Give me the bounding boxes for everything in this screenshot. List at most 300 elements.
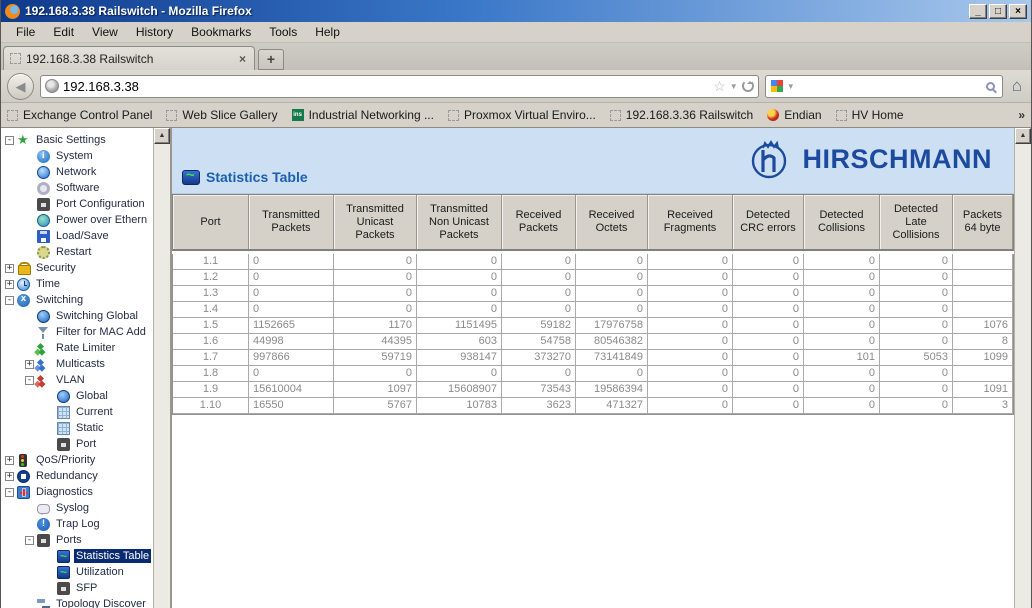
table-cell: 0	[733, 382, 804, 398]
menu-item-view[interactable]: View	[92, 25, 118, 39]
table-row[interactable]	[173, 366, 1013, 382]
sidebar-item-time[interactable]	[1, 276, 153, 292]
url-bar[interactable]	[40, 75, 759, 98]
column-header: Packets 64 byte	[953, 195, 1013, 249]
table-cell: 0	[804, 398, 880, 414]
page-title: Statistics Table	[206, 169, 308, 185]
table-cell: 73543	[502, 382, 576, 398]
info-icon	[37, 150, 50, 163]
table-cell: 73141849	[576, 350, 648, 366]
bookmarks-overflow-icon[interactable]: »	[1018, 108, 1025, 122]
table-cell: 1151495	[417, 318, 502, 334]
bookmark-endian[interactable]	[767, 108, 821, 122]
table-cell: 0	[502, 254, 576, 270]
table-cell: 44998	[249, 334, 334, 350]
sidebar-item-qos-priority[interactable]	[1, 452, 153, 468]
navigation-sidebar	[1, 128, 172, 608]
column-header: Transmitted Non Unicast Packets	[417, 195, 502, 249]
dotted-favicon-icon	[836, 110, 847, 121]
table-cell: 1152665	[249, 318, 334, 334]
sidebar-item-software[interactable]	[1, 180, 153, 196]
table-row[interactable]	[173, 286, 1013, 302]
table-cell: 0	[249, 302, 334, 318]
table-cell: 0	[733, 270, 804, 286]
table-cell: 0	[576, 302, 648, 318]
table-cell: 15608907	[417, 382, 502, 398]
table-cell: 603	[417, 334, 502, 350]
sidebar-item-topology-discover[interactable]	[1, 596, 153, 608]
table-cell: 0	[576, 254, 648, 270]
tree-expander[interactable]: -	[6, 486, 13, 497]
minimize-button[interactable]: _	[969, 4, 987, 19]
table-cell: 0	[804, 286, 880, 302]
sidebar-item-statistics-table[interactable]	[1, 548, 153, 564]
scroll-up-button[interactable]: ▲	[154, 128, 170, 144]
sidebar-item-restart[interactable]	[1, 244, 153, 260]
table-cell: 0	[733, 350, 804, 366]
table-cell: 0	[576, 270, 648, 286]
table-cell: 1091	[953, 382, 1013, 398]
table-cell: 1.10	[173, 398, 249, 414]
sidebar-item-global[interactable]	[1, 388, 153, 404]
scroll-up-button[interactable]: ▲	[1015, 128, 1031, 144]
table-cell: 0	[249, 366, 334, 382]
save-icon	[37, 230, 50, 243]
tree-item-label: Topology Discover	[56, 598, 146, 608]
table-cell: 3	[953, 398, 1013, 414]
stats-icon	[57, 550, 70, 563]
table-cell: 0	[249, 254, 334, 270]
switch-icon	[17, 294, 30, 307]
table-cell: 373270	[502, 350, 576, 366]
tab-close-icon[interactable]: ×	[238, 51, 246, 66]
table-cell: 15610004	[249, 382, 334, 398]
column-header: Detected Collisions	[804, 195, 880, 249]
vlan-icon	[37, 374, 50, 387]
table-cell: 0	[334, 270, 417, 286]
window-title: 192.168.3.38 Railswitch - Mozilla Firefox	[25, 4, 252, 18]
sidebar-item-basic-settings[interactable]	[1, 132, 153, 148]
grid-icon	[57, 422, 70, 435]
table-cell: 0	[648, 334, 733, 350]
table-cell: 5767	[334, 398, 417, 414]
site-globe-icon	[45, 79, 59, 93]
hirschmann-logo-icon	[749, 140, 789, 180]
table-cell: 0	[648, 302, 733, 318]
table-cell: 0	[804, 318, 880, 334]
tree-expander[interactable]: -	[6, 134, 13, 145]
table-cell: 0	[880, 334, 953, 350]
table-cell: 0	[648, 270, 733, 286]
sidebar-item-sfp[interactable]	[1, 580, 153, 596]
table-row[interactable]	[173, 270, 1013, 286]
column-header: Detected CRC errors	[733, 195, 804, 249]
sidebar-item-ports[interactable]	[1, 532, 153, 548]
search-icon[interactable]	[986, 82, 995, 91]
table-cell: 1099	[953, 350, 1013, 366]
table-row[interactable]	[173, 334, 1013, 350]
table-cell	[953, 286, 1013, 302]
new-tab-button[interactable]: +	[258, 49, 284, 70]
tree-item-label: VLAN	[56, 374, 85, 386]
bookmarks-toolbar	[1, 103, 1031, 128]
tree-item-label: Network	[56, 166, 97, 178]
tree-item-label: Rate Limiter	[56, 342, 116, 354]
star-icon	[17, 134, 30, 147]
sidebar-item-diagnostics[interactable]	[1, 484, 153, 500]
table-cell: 0	[804, 270, 880, 286]
grid-icon	[57, 406, 70, 419]
globe-icon	[37, 166, 50, 179]
statistics-table	[172, 194, 1014, 415]
menu-item-edit[interactable]: Edit	[53, 25, 75, 39]
table-row[interactable]	[173, 382, 1013, 398]
tree-item-label: Security	[36, 262, 76, 274]
table-cell: 1.5	[173, 318, 249, 334]
table-cell: 1.7	[173, 350, 249, 366]
table-cell: 0	[804, 302, 880, 318]
rate-icon	[37, 342, 50, 355]
multicast-icon	[37, 358, 50, 371]
bookmark-exchange-control-panel[interactable]	[7, 108, 152, 122]
dotted-favicon-icon	[448, 110, 459, 121]
sidebar-item-load-save[interactable]	[1, 228, 153, 244]
table-cell: 0	[502, 270, 576, 286]
table-cell: 0	[334, 254, 417, 270]
table-cell: 19586394	[576, 382, 648, 398]
table-cell: 1170	[334, 318, 417, 334]
table-cell: 0	[648, 350, 733, 366]
sidebar-item-current[interactable]	[1, 404, 153, 420]
table-cell: 0	[417, 270, 502, 286]
bookmark-label: Industrial Networking ...	[308, 108, 434, 122]
tree-item-label: Software	[56, 182, 100, 194]
tree-item-label: Global	[76, 390, 108, 402]
table-cell	[953, 254, 1013, 270]
table-cell: 0	[733, 302, 804, 318]
filter-icon	[37, 326, 50, 339]
table-cell	[953, 366, 1013, 382]
tab-active[interactable]	[3, 46, 255, 70]
search-input[interactable]	[799, 79, 982, 93]
tab-bar	[1, 43, 1031, 70]
table-cell: 0	[880, 382, 953, 398]
table-cell: 17976758	[576, 318, 648, 334]
table-cell	[953, 302, 1013, 318]
search-bar[interactable]	[765, 75, 1003, 98]
tree-item-label: Trap Log	[56, 518, 100, 530]
menu-item-tools[interactable]: Tools	[269, 25, 298, 39]
bookmark-proxmox-virtual-enviro[interactable]	[448, 108, 596, 122]
table-cell: 0	[334, 302, 417, 318]
navigation-tree	[1, 128, 153, 608]
sidebar-item-port[interactable]	[1, 436, 153, 452]
table-cell: 1.9	[173, 382, 249, 398]
table-cell: 0	[648, 398, 733, 414]
home-button[interactable]: ⌂	[1011, 76, 1022, 95]
tree-item-label: Ports	[56, 534, 82, 546]
close-button[interactable]: ×	[1009, 4, 1027, 19]
table-cell: 1097	[334, 382, 417, 398]
table-row[interactable]	[173, 318, 1013, 334]
table-body	[172, 254, 1014, 415]
table-cell: 1076	[953, 318, 1013, 334]
sidebar-item-utilization[interactable]	[1, 564, 153, 580]
dotted-favicon-icon	[610, 110, 621, 121]
tree-item-label: System	[56, 150, 93, 162]
search-engine-dropdown-icon[interactable]: ▼	[786, 81, 795, 91]
column-header: Received Octets	[576, 195, 648, 249]
diag-icon	[17, 486, 30, 499]
tree-item-label: Port	[76, 438, 97, 450]
bookmark-web-slice-gallery[interactable]	[166, 108, 277, 122]
table-cell: 0	[249, 286, 334, 302]
clock-icon	[17, 278, 30, 291]
column-header: Transmitted Unicast Packets	[334, 195, 417, 249]
tree-item-label: Redundancy	[36, 470, 98, 482]
table-cell: 0	[880, 366, 953, 382]
menu-item-file[interactable]: File	[16, 25, 36, 39]
dotted-favicon-icon	[166, 110, 177, 121]
table-cell: 0	[417, 254, 502, 270]
table-row[interactable]	[173, 302, 1013, 318]
table-cell: 59719	[334, 350, 417, 366]
table-cell: 0	[804, 254, 880, 270]
tree-item-label: QoS/Priority	[36, 454, 96, 466]
sidebar-item-port-configuration[interactable]	[1, 196, 153, 212]
table-cell: 0	[804, 366, 880, 382]
tree-item-label: Switching Global	[56, 310, 138, 322]
table-row[interactable]	[173, 350, 1013, 366]
sidebar-item-system[interactable]	[1, 148, 153, 164]
bookmark-industrial-networking[interactable]	[292, 108, 434, 122]
table-cell: 1.6	[173, 334, 249, 350]
tree-item-label: Time	[36, 278, 61, 290]
tree-item-label: Diagnostics	[36, 486, 93, 498]
url-dropdown-icon[interactable]: ▼	[729, 81, 738, 91]
menu-item-bookmarks[interactable]: Bookmarks	[191, 25, 252, 39]
syslog-icon	[37, 504, 50, 514]
table-cell: 0	[733, 366, 804, 382]
page-header	[172, 128, 1014, 194]
ins-favicon-icon: ins	[292, 109, 304, 121]
tree-item-label: Static	[76, 422, 104, 434]
table-row[interactable]	[173, 398, 1013, 414]
table-cell: 0	[733, 286, 804, 302]
table-cell: 0	[417, 366, 502, 382]
tree-item-label: Load/Save	[56, 230, 109, 242]
sidebar-scrollbar[interactable]	[153, 128, 170, 608]
table-cell: 1.1	[173, 254, 249, 270]
table-cell: 0	[502, 366, 576, 382]
tree-item-label: Filter for MAC Add	[56, 326, 146, 338]
table-row[interactable]	[173, 254, 1013, 270]
tree-expander[interactable]: +	[26, 358, 33, 369]
gear-icon	[37, 246, 50, 259]
redundancy-icon	[17, 470, 30, 483]
table-cell: 0	[804, 334, 880, 350]
table-cell: 0	[880, 318, 953, 334]
table-cell: 0	[880, 398, 953, 414]
tree-item-label: Switching	[36, 294, 84, 306]
browser-content	[1, 128, 1031, 608]
page-content	[172, 128, 1031, 608]
table-cell: 0	[880, 286, 953, 302]
tree-item-label: Power over Ethern	[56, 214, 148, 226]
bookmark-192-168-3-36-railswitch[interactable]	[610, 108, 753, 122]
sidebar-item-vlan[interactable]	[1, 372, 153, 388]
table-cell: 0	[502, 286, 576, 302]
table-cell: 54758	[502, 334, 576, 350]
global-icon	[57, 390, 70, 403]
column-header: Port	[173, 195, 249, 249]
table-cell: 0	[334, 366, 417, 382]
bookmark-label: 192.168.3.36 Railswitch	[625, 108, 754, 122]
port-icon	[57, 438, 70, 451]
tree-item-label: Restart	[56, 246, 92, 258]
sidebar-item-multicasts[interactable]	[1, 356, 153, 372]
table-cell: 0	[502, 302, 576, 318]
table-cell: 1.4	[173, 302, 249, 318]
table-cell: 0	[733, 398, 804, 414]
tree-item-label: Current	[76, 406, 113, 418]
software-icon	[37, 182, 50, 195]
sidebar-item-syslog[interactable]	[1, 500, 153, 516]
port-icon	[57, 582, 70, 595]
table-cell: 0	[880, 254, 953, 270]
table-cell: 0	[733, 254, 804, 270]
column-header: Received Fragments	[648, 195, 733, 249]
table-cell: 938147	[417, 350, 502, 366]
table-cell: 0	[417, 286, 502, 302]
bookmark-label: HV Home	[851, 108, 904, 122]
table-cell: 0	[648, 382, 733, 398]
topology-icon	[37, 598, 50, 608]
sidebar-item-trap-log[interactable]	[1, 516, 153, 532]
table-cell: 0	[334, 286, 417, 302]
table-cell: 59182	[502, 318, 576, 334]
column-header: Detected Late Collisions	[880, 195, 953, 249]
endian-favicon-icon	[767, 109, 779, 121]
sidebar-item-network[interactable]	[1, 164, 153, 180]
table-cell: 1.2	[173, 270, 249, 286]
tree-item-label: SFP	[76, 582, 98, 594]
tab-title: 192.168.3.38 Railswitch	[26, 51, 154, 66]
bookmark-star-icon[interactable]: ☆	[713, 77, 726, 94]
table-cell: 1.3	[173, 286, 249, 302]
table-cell: 0	[648, 286, 733, 302]
column-header: Transmitted Packets	[249, 195, 334, 249]
brand-name: HIRSCHMANN	[802, 144, 992, 174]
table-cell: 0	[880, 302, 953, 318]
menu-bar	[1, 22, 1031, 43]
table-cell: 101	[804, 350, 880, 366]
tree-item-label: Port Configuration	[56, 198, 145, 210]
port-icon	[37, 198, 50, 211]
sidebar-item-redundancy[interactable]	[1, 468, 153, 484]
firefox-icon	[5, 4, 20, 19]
table-cell: 16550	[249, 398, 334, 414]
table-cell: 0	[576, 366, 648, 382]
tab-favicon	[10, 53, 21, 64]
tree-item-label: Multicasts	[56, 358, 105, 370]
bookmark-label: Proxmox Virtual Enviro...	[463, 108, 596, 122]
tree-expander[interactable]: -	[6, 294, 13, 305]
table-cell: 10783	[417, 398, 502, 414]
sidebar-item-switching[interactable]	[1, 292, 153, 308]
tree-expander[interactable]: -	[26, 374, 33, 385]
bookmark-label: Endian	[784, 108, 822, 122]
tree-expander[interactable]: +	[6, 454, 13, 465]
table-cell: 0	[804, 382, 880, 398]
table-cell: 0	[733, 334, 804, 350]
table-cell: 0	[648, 318, 733, 334]
bookmark-hv-home[interactable]	[836, 108, 904, 122]
maximize-button[interactable]: □	[989, 4, 1007, 19]
sidebar-item-security[interactable]	[1, 260, 153, 276]
sidebar-item-rate-limiter[interactable]	[1, 340, 153, 356]
sidebar-item-filter-for-mac-add[interactable]	[1, 324, 153, 340]
table-cell: 0	[880, 270, 953, 286]
poe-icon	[37, 214, 50, 227]
column-header: Received Packets	[502, 195, 576, 249]
google-icon[interactable]	[771, 80, 783, 92]
table-cell: 5053	[880, 350, 953, 366]
tree-expander[interactable]: +	[6, 278, 13, 289]
traffic-icon	[19, 454, 27, 467]
sidebar-item-power-over-ethern[interactable]	[1, 212, 153, 228]
tree-item-label: Utilization	[76, 566, 124, 578]
window-titlebar	[1, 0, 1031, 22]
table-cell	[953, 270, 1013, 286]
statistics-icon	[182, 170, 200, 185]
menu-item-help[interactable]: Help	[315, 25, 340, 39]
dotted-favicon-icon	[7, 110, 18, 121]
table-cell: 0	[576, 286, 648, 302]
tree-item-label: Syslog	[56, 502, 90, 514]
table-cell: 44395	[334, 334, 417, 350]
table-cell: 0	[417, 302, 502, 318]
table-cell: 1.8	[173, 366, 249, 382]
global-icon	[37, 310, 50, 323]
table-cell: 471327	[576, 398, 648, 414]
table-cell: 8	[953, 334, 1013, 350]
tree-item-label: Statistics Table	[76, 550, 150, 562]
tree-expander[interactable]: -	[26, 534, 33, 545]
table-cell: 0	[648, 254, 733, 270]
tree-expander[interactable]: +	[6, 470, 13, 481]
stats-icon	[57, 566, 70, 579]
table-cell: 0	[733, 318, 804, 334]
reload-icon[interactable]	[742, 80, 754, 92]
trap-icon	[37, 518, 50, 531]
sidebar-item-static[interactable]	[1, 420, 153, 436]
brand-logo	[735, 136, 1007, 184]
menu-item-history[interactable]: History	[135, 25, 174, 39]
lock-icon	[17, 262, 30, 275]
content-scrollbar[interactable]	[1014, 128, 1031, 608]
bookmark-label: Exchange Control Panel	[23, 108, 153, 122]
sidebar-item-switching-global[interactable]	[1, 308, 153, 324]
table-cell: 3623	[502, 398, 576, 414]
url-input[interactable]	[63, 79, 709, 94]
table-cell: 0	[249, 270, 334, 286]
back-button[interactable]: ◀	[7, 73, 34, 100]
table-cell: 997866	[249, 350, 334, 366]
tree-expander[interactable]: +	[6, 262, 13, 273]
table-header-row	[172, 194, 1014, 251]
table-cell: 80546382	[576, 334, 648, 350]
